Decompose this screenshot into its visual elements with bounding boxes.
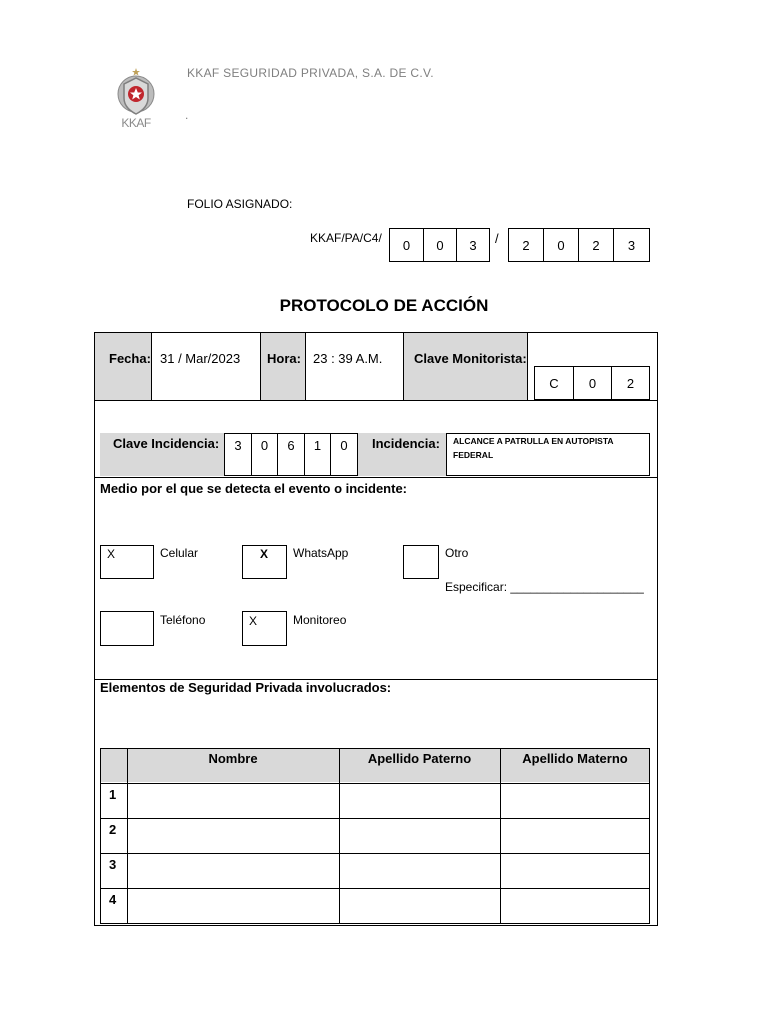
incidencia-digit: 1 (304, 433, 331, 476)
row-number: 2 (109, 822, 117, 837)
monitoreo-checkbox[interactable] (242, 611, 287, 646)
folio-digit: 0 (423, 228, 457, 262)
clave-monitorista-label: Clave Monitorista: (414, 351, 527, 366)
monitoreo-label: Monitoreo (293, 613, 347, 627)
folio-digit: 2 (508, 228, 544, 262)
folio-prefix: KKAF/PA/C4/ (310, 231, 382, 245)
whatsapp-mark: X (260, 547, 269, 561)
otro-label: Otro (445, 546, 469, 560)
folio-digit: 2 (578, 228, 614, 262)
folio-digit: 0 (389, 228, 424, 262)
header-dot: . (185, 108, 189, 122)
especificar-field[interactable]: Especificar: ____________________ (445, 580, 644, 594)
clave-incidencia-label: Clave Incidencia: (113, 436, 220, 451)
incidencia-digit: 0 (251, 433, 278, 476)
telefono-label: Teléfono (160, 613, 206, 627)
incidencia-digit: 6 (277, 433, 305, 476)
folio-digit: 0 (543, 228, 579, 262)
hora-label: Hora: (267, 351, 301, 366)
page-title: PROTOCOLO DE ACCIÓN (279, 296, 489, 315)
otro-checkbox[interactable] (403, 545, 439, 579)
fecha-label: Fecha: (109, 351, 151, 366)
folio-digit: 3 (456, 228, 490, 262)
company-name: KKAF SEGURIDAD PRIVADA, S.A. DE C.V. (187, 66, 434, 80)
row-number: 1 (109, 787, 117, 802)
column-header: Apellido Materno (522, 751, 628, 766)
monitorista-digit: 2 (611, 366, 650, 400)
company-logo (110, 66, 162, 134)
column-header: Apellido Paterno (367, 751, 472, 766)
row-number: 3 (109, 857, 117, 872)
column-header: Nombre (208, 751, 258, 766)
clave-monitorista-cell (404, 333, 527, 400)
incidencia-value: ALCANCE A PATRULLA EN AUTOPISTA FEDERAL (453, 436, 614, 460)
incidencia-digit: 0 (330, 433, 358, 476)
monitoreo-mark: X (249, 614, 258, 628)
fecha-cell (95, 333, 151, 400)
hora-cell (261, 333, 305, 400)
folio-label: FOLIO ASIGNADO: (187, 197, 293, 211)
telefono-checkbox[interactable] (100, 611, 154, 646)
elementos-heading: Elementos de Seguridad Privada involucrados: (100, 680, 392, 695)
celular-mark: X (107, 547, 116, 561)
row-number: 4 (109, 892, 117, 907)
monitorista-digit: C (534, 366, 574, 400)
whatsapp-checkbox[interactable] (242, 545, 287, 579)
folio-digit: 3 (613, 228, 650, 262)
logo-text: KKAF (121, 116, 151, 130)
celular-label: Celular (160, 546, 199, 560)
incidencia-digit: 3 (224, 433, 252, 476)
fecha-value: 31 / Mar/2023 (160, 351, 241, 366)
folio-slash: / (495, 231, 499, 246)
incidencia-label: Incidencia: (372, 436, 440, 451)
hora-value: 23 : 39 A.M. (313, 351, 383, 366)
whatsapp-label: WhatsApp (293, 546, 349, 560)
medio-heading: Medio por el que se detecta el evento o incidente: (100, 481, 408, 496)
celular-checkbox[interactable] (100, 545, 154, 579)
monitorista-digit: 0 (573, 366, 612, 400)
